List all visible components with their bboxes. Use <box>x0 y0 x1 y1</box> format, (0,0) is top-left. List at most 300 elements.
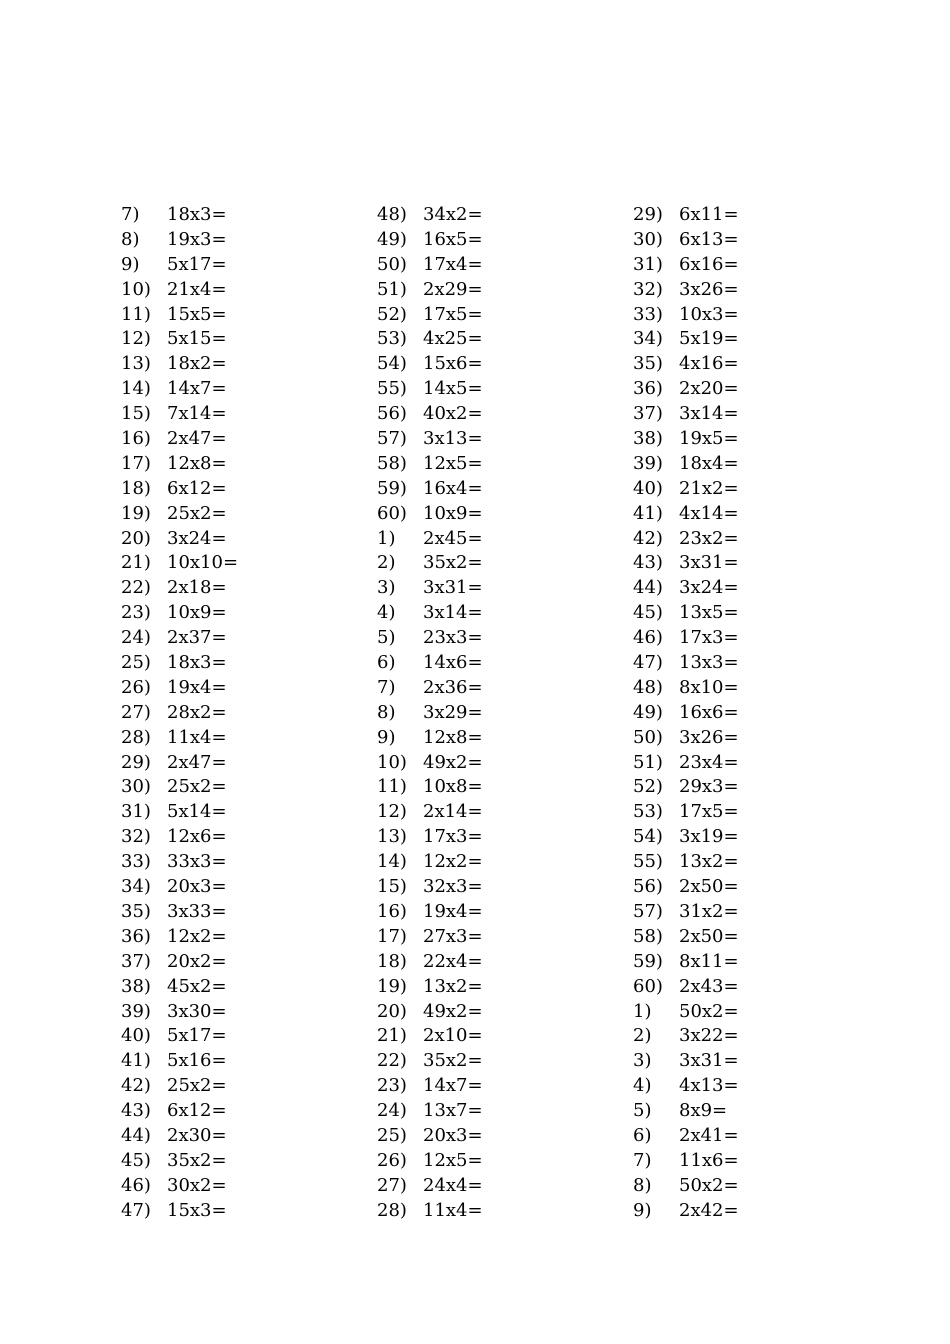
problem-number: 4) <box>377 602 396 624</box>
problem-number: 49) <box>633 701 663 723</box>
problem-expression: 31x2= <box>679 900 739 922</box>
problem-row <box>121 1099 361 1124</box>
problem-number: 19) <box>377 975 407 997</box>
problem-row <box>633 775 873 800</box>
problem-column-3 <box>633 203 873 1224</box>
problem-row <box>633 1124 873 1149</box>
problem-row <box>633 651 873 676</box>
problem-expression: 12x8= <box>167 452 227 474</box>
problem-row <box>377 327 617 352</box>
problem-row <box>121 1124 361 1149</box>
problem-number: 23) <box>121 602 151 624</box>
problem-row <box>121 701 361 726</box>
problem-number: 55) <box>377 378 407 400</box>
problem-number: 34) <box>633 328 663 350</box>
problem-expression: 25x2= <box>167 502 227 524</box>
problem-number: 16) <box>377 900 407 922</box>
problem-row <box>121 900 361 925</box>
problem-expression: 25x2= <box>167 1075 227 1097</box>
problem-expression: 4x25= <box>423 328 483 350</box>
problem-number: 57) <box>633 900 663 922</box>
problem-expression: 4x14= <box>679 502 739 524</box>
problem-expression: 15x5= <box>167 303 227 325</box>
problem-number: 58) <box>633 925 663 947</box>
problem-expression: 20x3= <box>423 1124 483 1146</box>
problem-number: 15) <box>377 876 407 898</box>
problem-column-1 <box>121 203 361 1224</box>
problem-row <box>377 1099 617 1124</box>
problem-number: 26) <box>377 1149 407 1171</box>
problem-expression: 3x33= <box>167 900 227 922</box>
problem-expression: 5x14= <box>167 801 227 823</box>
problem-number: 25) <box>121 652 151 674</box>
problem-number: 59) <box>377 477 407 499</box>
problem-number: 28) <box>377 1199 407 1221</box>
problem-expression: 14x7= <box>167 378 227 400</box>
problem-expression: 2x18= <box>167 577 227 599</box>
problem-number: 7) <box>633 1149 652 1171</box>
problem-expression: 50x2= <box>679 1000 739 1022</box>
problem-row <box>377 278 617 303</box>
problem-number: 39) <box>121 1000 151 1022</box>
problem-number: 33) <box>121 851 151 873</box>
problem-number: 40) <box>633 477 663 499</box>
problem-row <box>633 502 873 527</box>
problem-row <box>121 228 361 253</box>
problem-row <box>633 676 873 701</box>
problem-row <box>633 825 873 850</box>
problem-expression: 13x5= <box>679 602 739 624</box>
problem-row <box>633 601 873 626</box>
problem-number: 36) <box>633 378 663 400</box>
problem-expression: 11x4= <box>167 726 227 748</box>
problem-expression: 23x4= <box>679 751 739 773</box>
problem-number: 54) <box>633 826 663 848</box>
problem-row <box>121 1174 361 1199</box>
problem-expression: 2x14= <box>423 801 483 823</box>
problem-row <box>121 576 361 601</box>
problem-row <box>377 1174 617 1199</box>
problem-row <box>633 1174 873 1199</box>
problem-row <box>377 1000 617 1025</box>
problem-number: 24) <box>121 627 151 649</box>
problem-row <box>633 452 873 477</box>
problem-row <box>121 303 361 328</box>
problem-expression: 17x5= <box>423 303 483 325</box>
problem-row <box>633 402 873 427</box>
problem-expression: 19x4= <box>423 900 483 922</box>
problem-number: 48) <box>633 676 663 698</box>
problem-expression: 16x4= <box>423 477 483 499</box>
problem-row <box>633 1074 873 1099</box>
problem-number: 14) <box>121 378 151 400</box>
problem-row <box>121 527 361 552</box>
problem-row <box>121 1199 361 1224</box>
problem-number: 57) <box>377 428 407 450</box>
problem-number: 23) <box>377 1075 407 1097</box>
problem-number: 60) <box>633 975 663 997</box>
problem-row <box>633 1149 873 1174</box>
problem-expression: 50x2= <box>679 1174 739 1196</box>
problem-number: 18) <box>121 477 151 499</box>
problem-row <box>377 1124 617 1149</box>
problem-row <box>121 825 361 850</box>
problem-expression: 12x2= <box>167 925 227 947</box>
problem-expression: 14x6= <box>423 652 483 674</box>
problem-number: 11) <box>377 776 407 798</box>
problem-row <box>121 925 361 950</box>
problem-expression: 3x29= <box>423 701 483 723</box>
problem-number: 6) <box>633 1124 652 1146</box>
problem-number: 26) <box>121 676 151 698</box>
problem-row <box>377 402 617 427</box>
problem-row <box>633 377 873 402</box>
problem-row <box>633 1099 873 1124</box>
problem-row <box>377 576 617 601</box>
problem-number: 21) <box>121 552 151 574</box>
problem-expression: 5x17= <box>167 1025 227 1047</box>
problem-number: 3) <box>633 1050 652 1072</box>
problem-expression: 5x17= <box>167 253 227 275</box>
problem-number: 14) <box>377 851 407 873</box>
problem-expression: 15x6= <box>423 353 483 375</box>
problem-expression: 13x3= <box>679 652 739 674</box>
problem-number: 32) <box>633 278 663 300</box>
problem-expression: 28x2= <box>167 701 227 723</box>
problem-number: 44) <box>121 1124 151 1146</box>
problem-row <box>633 626 873 651</box>
problem-row <box>377 676 617 701</box>
problem-number: 38) <box>121 975 151 997</box>
problem-row <box>121 253 361 278</box>
problem-expression: 11x6= <box>679 1149 739 1171</box>
problem-row <box>121 327 361 352</box>
problem-number: 9) <box>121 253 140 275</box>
problem-expression: 18x3= <box>167 204 227 225</box>
problem-number: 36) <box>121 925 151 947</box>
problem-row <box>377 1149 617 1174</box>
problem-number: 20) <box>121 527 151 549</box>
problem-expression: 35x2= <box>167 1149 227 1171</box>
problem-expression: 16x5= <box>423 228 483 250</box>
problem-number: 1) <box>377 527 396 549</box>
problem-number: 29) <box>633 204 663 225</box>
problem-row <box>633 726 873 751</box>
problem-expression: 35x2= <box>423 552 483 574</box>
problem-expression: 12x2= <box>423 851 483 873</box>
problem-expression: 45x2= <box>167 975 227 997</box>
problem-number: 10) <box>377 751 407 773</box>
problem-expression: 40x2= <box>423 403 483 425</box>
problem-row <box>633 751 873 776</box>
problem-row <box>633 1000 873 1025</box>
problem-number: 11) <box>121 303 151 325</box>
problem-row <box>633 875 873 900</box>
problem-row <box>121 352 361 377</box>
problem-row <box>633 701 873 726</box>
problem-expression: 23x2= <box>679 527 739 549</box>
problem-expression: 20x3= <box>167 876 227 898</box>
problem-expression: 49x2= <box>423 1000 483 1022</box>
problem-number: 19) <box>121 502 151 524</box>
problem-number: 17) <box>121 452 151 474</box>
problem-number: 25) <box>377 1124 407 1146</box>
problem-row <box>377 1074 617 1099</box>
problem-number: 49) <box>377 228 407 250</box>
problem-row <box>377 1199 617 1224</box>
problem-row <box>377 726 617 751</box>
problem-row <box>121 402 361 427</box>
problem-row <box>633 950 873 975</box>
problem-row <box>377 427 617 452</box>
problem-row <box>633 1199 873 1224</box>
problem-number: 8) <box>633 1174 652 1196</box>
problem-row <box>633 352 873 377</box>
problem-row <box>377 253 617 278</box>
problem-number: 55) <box>633 851 663 873</box>
problem-expression: 10x10= <box>167 552 239 574</box>
problem-expression: 21x4= <box>167 278 227 300</box>
problem-expression: 34x2= <box>423 204 483 225</box>
problem-row <box>121 875 361 900</box>
problem-expression: 3x31= <box>423 577 483 599</box>
problem-expression: 19x3= <box>167 228 227 250</box>
problem-row <box>377 352 617 377</box>
problem-expression: 13x2= <box>679 851 739 873</box>
problem-number: 42) <box>633 527 663 549</box>
problem-expression: 20x2= <box>167 950 227 972</box>
problem-number: 51) <box>633 751 663 773</box>
problem-number: 24) <box>377 1100 407 1122</box>
problem-expression: 17x4= <box>423 253 483 275</box>
problem-expression: 6x12= <box>167 477 227 499</box>
problem-row <box>121 775 361 800</box>
problem-number: 1) <box>633 1000 652 1022</box>
problem-row <box>377 551 617 576</box>
problem-number: 58) <box>377 452 407 474</box>
problem-row <box>633 551 873 576</box>
problem-expression: 12x5= <box>423 452 483 474</box>
problem-expression: 2x47= <box>167 428 227 450</box>
problem-row <box>121 377 361 402</box>
problem-row <box>377 751 617 776</box>
problem-number: 17) <box>377 925 407 947</box>
problem-number: 33) <box>633 303 663 325</box>
problem-row <box>633 203 873 228</box>
problem-number: 39) <box>633 452 663 474</box>
problem-number: 35) <box>633 353 663 375</box>
problem-number: 35) <box>121 900 151 922</box>
problem-row <box>633 278 873 303</box>
problem-number: 52) <box>633 776 663 798</box>
problem-number: 56) <box>377 403 407 425</box>
problem-row <box>633 477 873 502</box>
problem-expression: 2x20= <box>679 378 739 400</box>
problem-number: 37) <box>633 403 663 425</box>
problem-number: 31) <box>121 801 151 823</box>
problem-expression: 13x2= <box>423 975 483 997</box>
problem-expression: 6x16= <box>679 253 739 275</box>
problem-number: 29) <box>121 751 151 773</box>
problem-row <box>121 1149 361 1174</box>
problem-expression: 35x2= <box>423 1050 483 1072</box>
problem-expression: 2x37= <box>167 627 227 649</box>
problem-expression: 18x3= <box>167 652 227 674</box>
problem-number: 2) <box>633 1025 652 1047</box>
problem-row <box>121 601 361 626</box>
problem-number: 8) <box>121 228 140 250</box>
problem-row <box>121 427 361 452</box>
problem-number: 16) <box>121 428 151 450</box>
problem-expression: 3x22= <box>679 1025 739 1047</box>
problem-row <box>377 825 617 850</box>
problem-number: 43) <box>633 552 663 574</box>
problem-row <box>377 950 617 975</box>
problem-number: 53) <box>377 328 407 350</box>
problem-number: 46) <box>633 627 663 649</box>
problem-number: 28) <box>121 726 151 748</box>
problem-expression: 3x31= <box>679 1050 739 1072</box>
problem-row <box>377 1024 617 1049</box>
problem-expression: 2x47= <box>167 751 227 773</box>
problem-expression: 6x13= <box>679 228 739 250</box>
problem-expression: 2x50= <box>679 876 739 898</box>
problem-row <box>633 800 873 825</box>
problem-expression: 12x8= <box>423 726 483 748</box>
problem-expression: 24x4= <box>423 1174 483 1196</box>
problem-expression: 2x45= <box>423 527 483 549</box>
problem-row <box>633 253 873 278</box>
problem-expression: 19x4= <box>167 676 227 698</box>
problem-expression: 14x7= <box>423 1075 483 1097</box>
problem-row <box>377 228 617 253</box>
problem-expression: 2x43= <box>679 975 739 997</box>
problem-number: 9) <box>633 1199 652 1221</box>
problem-expression: 2x29= <box>423 278 483 300</box>
problem-expression: 2x30= <box>167 1124 227 1146</box>
problem-number: 50) <box>377 253 407 275</box>
problem-expression: 13x7= <box>423 1100 483 1122</box>
problem-expression: 5x19= <box>679 328 739 350</box>
problem-number: 48) <box>377 204 407 225</box>
problem-expression: 3x26= <box>679 726 739 748</box>
problem-expression: 3x30= <box>167 1000 227 1022</box>
problem-expression: 3x31= <box>679 552 739 574</box>
problem-number: 41) <box>633 502 663 524</box>
problem-number: 34) <box>121 876 151 898</box>
problem-row <box>633 228 873 253</box>
problem-number: 50) <box>633 726 663 748</box>
problem-expression: 2x36= <box>423 676 483 698</box>
problem-number: 12) <box>121 328 151 350</box>
problem-row <box>377 1049 617 1074</box>
problem-row <box>121 1049 361 1074</box>
problem-row <box>121 751 361 776</box>
problem-number: 6) <box>377 652 396 674</box>
problem-expression: 2x41= <box>679 1124 739 1146</box>
problem-row <box>377 377 617 402</box>
problem-number: 27) <box>121 701 151 723</box>
problem-row <box>121 203 361 228</box>
problem-number: 60) <box>377 502 407 524</box>
problem-number: 51) <box>377 278 407 300</box>
problem-expression: 21x2= <box>679 477 739 499</box>
problem-row <box>121 477 361 502</box>
problem-row <box>633 527 873 552</box>
problem-expression: 8x11= <box>679 950 739 972</box>
problem-expression: 30x2= <box>167 1174 227 1196</box>
problem-row <box>121 975 361 1000</box>
problem-number: 43) <box>121 1100 151 1122</box>
problem-number: 42) <box>121 1075 151 1097</box>
problem-number: 8) <box>377 701 396 723</box>
problem-number: 32) <box>121 826 151 848</box>
problem-expression: 17x5= <box>679 801 739 823</box>
problem-expression: 49x2= <box>423 751 483 773</box>
problem-expression: 10x9= <box>167 602 227 624</box>
problem-row <box>121 676 361 701</box>
problem-row <box>633 303 873 328</box>
problem-expression: 8x9= <box>679 1100 728 1122</box>
problem-expression: 6x11= <box>679 204 739 225</box>
problem-number: 45) <box>633 602 663 624</box>
problem-number: 13) <box>377 826 407 848</box>
problem-expression: 3x24= <box>679 577 739 599</box>
problem-number: 44) <box>633 577 663 599</box>
problem-number: 13) <box>121 353 151 375</box>
problem-expression: 3x26= <box>679 278 739 300</box>
problem-row <box>121 800 361 825</box>
problem-row <box>121 1000 361 1025</box>
problem-expression: 12x5= <box>423 1149 483 1171</box>
problem-number: 22) <box>121 577 151 599</box>
problem-number: 9) <box>377 726 396 748</box>
problem-number: 38) <box>633 428 663 450</box>
problem-expression: 7x14= <box>167 403 227 425</box>
problem-expression: 18x4= <box>679 452 739 474</box>
problem-number: 22) <box>377 1050 407 1072</box>
problem-number: 27) <box>377 1174 407 1196</box>
problem-row <box>121 551 361 576</box>
problem-number: 45) <box>121 1149 151 1171</box>
problem-row <box>377 203 617 228</box>
problem-expression: 22x4= <box>423 950 483 972</box>
problem-expression: 32x3= <box>423 876 483 898</box>
problem-row <box>377 452 617 477</box>
problem-row <box>121 502 361 527</box>
problem-column-2 <box>377 203 617 1224</box>
problem-number: 37) <box>121 950 151 972</box>
problem-row <box>121 726 361 751</box>
problem-expression: 8x10= <box>679 676 739 698</box>
problem-expression: 10x9= <box>423 502 483 524</box>
problem-row <box>633 327 873 352</box>
problem-expression: 14x5= <box>423 378 483 400</box>
problem-row <box>377 477 617 502</box>
problem-row <box>377 651 617 676</box>
problem-number: 53) <box>633 801 663 823</box>
problem-number: 31) <box>633 253 663 275</box>
problem-expression: 25x2= <box>167 776 227 798</box>
problem-number: 52) <box>377 303 407 325</box>
problem-expression: 6x12= <box>167 1100 227 1122</box>
problem-number: 59) <box>633 950 663 972</box>
problem-expression: 2x50= <box>679 925 739 947</box>
problem-row <box>377 527 617 552</box>
problem-number: 7) <box>377 676 396 698</box>
problem-expression: 17x3= <box>679 627 739 649</box>
problem-number: 54) <box>377 353 407 375</box>
